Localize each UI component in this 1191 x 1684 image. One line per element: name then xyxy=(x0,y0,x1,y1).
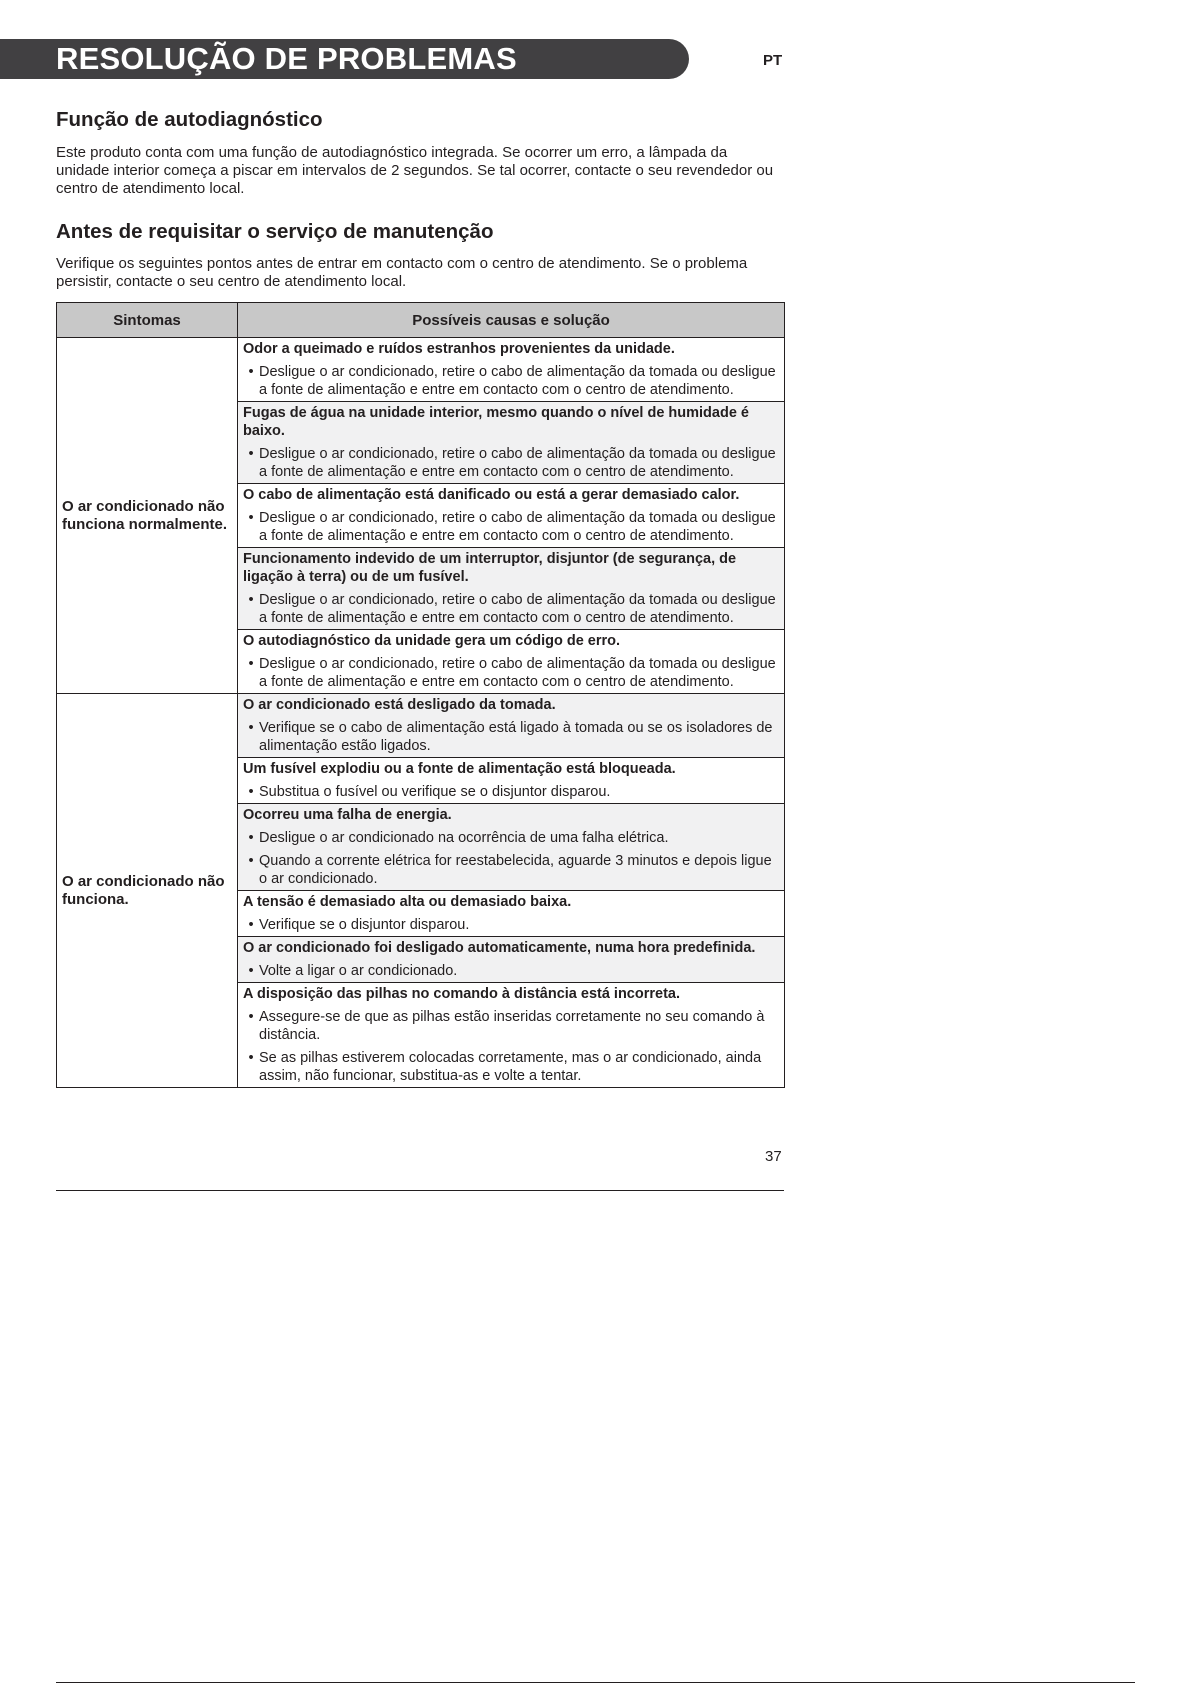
bottom-divider-line xyxy=(56,1682,1135,1683)
cause-title: Funcionamento indevido de um interruptor, disjuntor (de segurança, de ligação à terra) ou de um fusível. xyxy=(243,551,737,585)
cause-item xyxy=(238,983,784,1087)
divider-line xyxy=(56,1190,784,1191)
cause-item xyxy=(238,630,784,693)
cause-title: Um fusível explodiu ou a fonte de alimentação está bloqueada. xyxy=(243,761,676,777)
cause-title: Ocorreu uma falha de energia. xyxy=(243,807,452,823)
solution-text: Verifique se o cabo de alimentação está ligado à tomada ou se os isoladores de alimentação estão ligados. xyxy=(259,720,773,754)
solution-text: Substitua o fusível ou verifique se o disjuntor disparou. xyxy=(259,784,611,800)
solution-bullet xyxy=(243,655,780,691)
solution-text: Desligue o ar condicionado na ocorrência de uma falha elétrica. xyxy=(259,830,669,846)
bullet-dot-icon: • xyxy=(248,917,254,933)
solution-bullet xyxy=(243,591,780,627)
solution-text: Desligue o ar condicionado, retire o cabo de alimentação da tomada ou desligue a fonte de alimentação e entre em contacto com o centro de atendimento. xyxy=(259,656,776,690)
solution-bullet xyxy=(243,509,780,545)
cause-title: O autodiagnóstico da unidade gera um código de erro. xyxy=(243,633,621,649)
bullet-dot-icon: • xyxy=(248,830,254,846)
table-header-row xyxy=(57,303,785,338)
solution-bullet xyxy=(243,1049,780,1085)
solution-bullet xyxy=(243,962,780,980)
bullet-dot-icon: • xyxy=(248,1050,254,1066)
bullet-dot-icon: • xyxy=(248,510,254,526)
solution-text: Desligue o ar condicionado, retire o cabo de alimentação da tomada ou desligue a fonte de alimentação e entre em contacto com o centro de atendimento. xyxy=(259,592,776,626)
solution-text: Assegure-se de que as pilhas estão inseridas corretamente no seu comando à distância. xyxy=(259,1009,765,1043)
language-code: PT xyxy=(763,52,783,69)
solution-bullet xyxy=(243,719,780,755)
causes-cell xyxy=(238,338,785,694)
troubleshooting-table xyxy=(56,302,785,1088)
solution-text: Volte a ligar o ar condicionado. xyxy=(259,963,458,979)
table-row xyxy=(57,694,785,1088)
bullet-dot-icon: • xyxy=(248,364,254,380)
section-text-self-diagnosis: Este produto conta com uma função de autodiagnóstico integrada. Se ocorrer um erro, a lâmpada da unidade interior começa a piscar em intervalos de 2 segundos. Se tal ocorrer, contacte o seu revendedor ou centro de atendimento local. xyxy=(56,144,774,197)
solution-bullet xyxy=(243,783,780,801)
solution-bullet xyxy=(243,852,780,888)
cause-item xyxy=(238,758,784,804)
bullet-dot-icon: • xyxy=(248,963,254,979)
solution-text: Verifique se o disjuntor disparou. xyxy=(259,917,470,933)
header-causes-solution: Possíveis causas e solução xyxy=(238,303,785,338)
section-title-before-service: Antes de requisitar o serviço de manutenção xyxy=(56,220,494,243)
bullet-dot-icon: • xyxy=(248,784,254,800)
bullet-dot-icon: • xyxy=(248,1009,254,1025)
bullet-dot-icon: • xyxy=(248,592,254,608)
section-title-self-diagnosis: Função de autodiagnóstico xyxy=(56,108,323,131)
cause-title: O ar condicionado foi desligado automaticamente, numa hora predefinida. xyxy=(243,940,756,956)
solution-bullet xyxy=(243,916,780,934)
symptom-cell: O ar condicionado não funciona normalmente. xyxy=(57,338,238,694)
solution-text: Desligue o ar condicionado, retire o cabo de alimentação da tomada ou desligue a fonte de alimentação e entre em contacto com o centro de atendimento. xyxy=(259,510,776,544)
solution-text: Se as pilhas estiverem colocadas corretamente, mas o ar condicionado, ainda assim, não funcionar, substitua-as e volte a tentar. xyxy=(259,1050,762,1084)
page-title: RESOLUÇÃO DE PROBLEMAS xyxy=(56,41,517,76)
solution-bullet xyxy=(243,363,780,399)
solution-bullet xyxy=(243,1008,780,1044)
cause-item xyxy=(238,694,784,758)
cause-item xyxy=(238,548,784,630)
cause-title: O ar condicionado está desligado da tomada. xyxy=(243,697,556,713)
cause-item xyxy=(238,804,784,891)
symptom-cell: O ar condicionado não funciona. xyxy=(57,694,238,1088)
cause-title: O cabo de alimentação está danificado ou está a gerar demasiado calor. xyxy=(243,487,740,503)
solution-bullet xyxy=(243,829,780,847)
page-number: 37 xyxy=(765,1148,782,1165)
bullet-dot-icon: • xyxy=(248,446,254,462)
cause-item xyxy=(238,891,784,937)
causes-cell xyxy=(238,694,785,1088)
cause-title: A disposição das pilhas no comando à distância está incorreta. xyxy=(243,986,681,1002)
bullet-dot-icon: • xyxy=(248,720,254,736)
section-text-before-service: Verifique os seguintes pontos antes de entrar em contacto com o centro de atendimento. Se o problema persistir, contacte o seu centro de atendimento local. xyxy=(56,255,748,290)
cause-item xyxy=(238,484,784,548)
solution-text: Desligue o ar condicionado, retire o cabo de alimentação da tomada ou desligue a fonte de alimentação e entre em contacto com o centro de atendimento. xyxy=(259,364,776,398)
cause-title: Odor a queimado e ruídos estranhos provenientes da unidade. xyxy=(243,341,675,357)
header-symptoms: Sintomas xyxy=(57,303,238,338)
cause-item xyxy=(238,338,784,402)
cause-title: A tensão é demasiado alta ou demasiado baixa. xyxy=(243,894,572,910)
cause-item xyxy=(238,937,784,983)
solution-text: Desligue o ar condicionado, retire o cabo de alimentação da tomada ou desligue a fonte de alimentação e entre em contacto com o centro de atendimento. xyxy=(259,446,776,480)
solution-text: Quando a corrente elétrica for reestabelecida, aguarde 3 minutos e depois ligue o ar condicionado. xyxy=(259,853,772,887)
solution-bullet xyxy=(243,445,780,481)
bullet-dot-icon: • xyxy=(248,656,254,672)
cause-item xyxy=(238,402,784,484)
table-row xyxy=(57,338,785,694)
bullet-dot-icon: • xyxy=(248,853,254,869)
cause-title: Fugas de água na unidade interior, mesmo quando o nível de humidade é baixo. xyxy=(243,405,749,439)
